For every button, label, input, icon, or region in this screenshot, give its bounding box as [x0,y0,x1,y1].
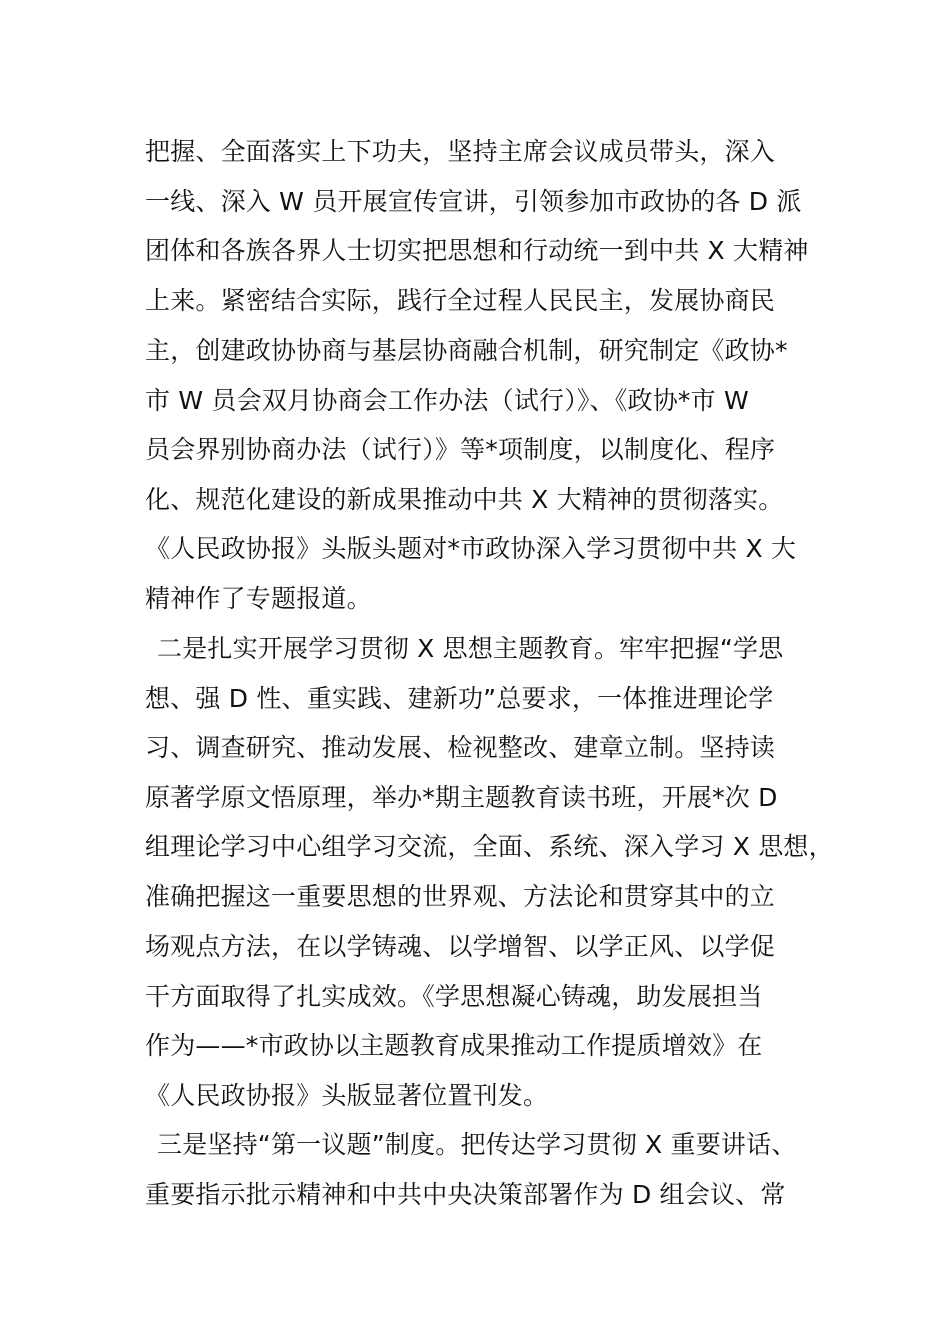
text-line: 场观点方法，在以学铸魂、以学增智、以学正风、以学促 [145,932,776,961]
text-line: 团体和各族各界人士切实把思想和行动统一到中共 X 大精神 [145,236,809,265]
text-line: 组理论学习中心组学习交流，全面、系统、深入学习 X 思想， [145,832,834,861]
text-line: 习、调查研究、推动发展、检视整改、建章立制。坚持读 [145,733,776,762]
text-line: 干方面取得了扎实成效。《学思想凝心铸魂，助发展担当 [145,982,763,1011]
text-line: 《人民政协报》头版显著位置刊发。 [145,1081,549,1110]
text-line: 上来。紧密结合实际，践行全过程人民民主，发展协商民 [145,286,776,315]
text-line: 一线、深入 W 员开展宣传宣讲，引领参加市政协的各 D 派 [145,187,802,216]
text-line: 精神作了专题报道。 [145,584,372,613]
text-line: 把握、全面落实上下功夫，坚持主席会议成员带头，深入 [145,137,776,166]
text-line: 化、规范化建设的新成果推动中共 X 大精神的贯彻落实。 [145,485,784,514]
text-line: 准确把握这一重要思想的世界观、方法论和贯穿其中的立 [145,882,776,911]
text-line: 市 W 员会双月协商会工作办法（试行）》、《政协*市 W [145,386,749,415]
text-line: 重要指示批示精神和中共中央决策部署作为 D 组会议、常 [145,1180,786,1209]
paragraph-start-line: 三是坚持“第一议题”制度。把传达学习贯彻 X 重要讲话、 [157,1130,797,1159]
text-line: 想、强 D 性、重实践、建新功”总要求，一体推进理论学 [145,684,774,713]
text-line: 原著学原文悟原理，举办*期主题教育读书班，开展*次 D [145,783,778,812]
paragraph-start-line: 二是扎实开展学习贯彻 X 思想主题教育。牢牢把握“学思 [157,634,784,663]
text-line: 《人民政协报》头版头题对*市政协深入学习贯彻中共 X 大 [145,534,797,563]
text-line: 员会界别协商办法（试行）》等*项制度，以制度化、程序 [145,435,776,464]
text-line: 主，创建政协协商与基层协商融合机制，研究制定《政协* [145,336,788,365]
text-line: 作为——*市政协以主题教育成果推动工作提质增效》在 [145,1031,763,1060]
